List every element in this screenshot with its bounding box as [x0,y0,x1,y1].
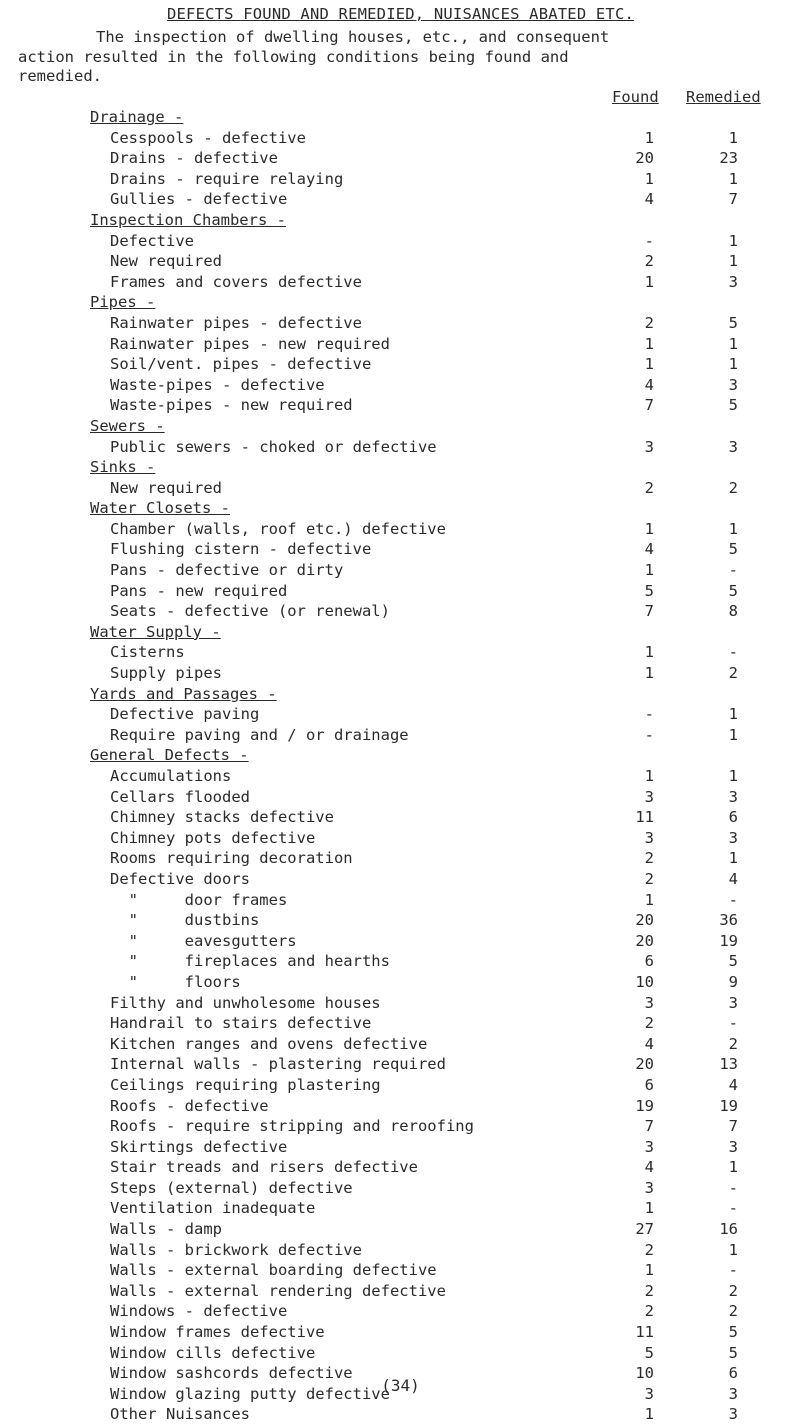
found-value: 2 [644,478,654,497]
remedied-value: 3 [728,787,738,806]
row-label: Walls - external rendering defective [110,1281,446,1300]
table-row [0,869,801,890]
row-label: Defective doors [110,869,250,888]
found-value: 1 [644,272,654,291]
remedied-value: 3 [728,828,738,847]
row-label: Supply pipes [110,664,222,683]
remedied-value: 2 [728,1034,738,1053]
row-label: " door frames [110,890,288,909]
remedied-value: 7 [728,190,738,209]
section-heading: Water Supply - [90,622,221,641]
table-row [0,478,801,499]
found-value: 20 [635,931,654,950]
remedied-value: 1 [728,705,738,724]
table-row [0,354,801,375]
found-value: 4 [644,190,654,209]
found-value: - [644,725,654,744]
table-row [0,251,801,272]
intro-line: action resulted in the following conditions being found and [18,47,569,66]
column-header-found: Found [612,88,659,106]
row-label: New required [110,478,222,497]
intro-line: The inspection of dwelling houses, etc., and consequent [96,28,610,46]
row-label: Rooms requiring decoration [110,849,353,868]
found-value: 6 [644,952,654,971]
remedied-value: 1 [728,849,738,868]
row-label: Frames and covers defective [110,272,362,291]
remedied-value: 3 [728,993,738,1012]
found-value: 3 [644,1384,654,1403]
table-row [0,395,801,416]
section-heading: Yards and Passages - [90,684,277,703]
section-heading-row [0,745,801,766]
found-value: 20 [635,149,654,168]
found-value: 1 [644,1199,654,1218]
remedied-value: 3 [728,1137,738,1156]
found-value: 1 [644,767,654,785]
row-label: Roofs - require stripping and reroofing [110,1117,474,1136]
remedied-value: 6 [728,1364,738,1383]
row-label: Flushing cistern - defective [110,540,372,559]
table-row [0,189,801,210]
found-value: 3 [644,1137,654,1156]
remedied-value: 3 [728,1384,738,1403]
found-value: 3 [644,787,654,806]
row-label: Chimney stacks defective [110,808,334,827]
table-row [0,519,801,540]
found-value: 2 [644,849,654,868]
remedied-value: 1 [728,334,738,353]
remedied-value: 1 [728,1240,738,1259]
remedied-value: 9 [728,972,738,991]
found-value: 1 [644,128,654,147]
remedied-value: 1 [728,128,738,147]
row-label: " dustbins [110,911,260,930]
table-row [0,1054,801,1075]
row-label: Require paving and / or drainage [110,725,409,744]
found-value: 2 [644,252,654,271]
page-number: (34) [381,1376,420,1395]
table-row [0,1198,801,1219]
table-row [0,539,801,560]
table-row [0,437,801,458]
remedied-value: 5 [728,1323,738,1342]
row-label: Handrail to stairs defective [110,1014,372,1033]
found-value: 1 [644,664,654,683]
remedied-value: - [728,890,738,909]
found-value: 1 [644,1405,654,1424]
section-heading-row [0,622,801,643]
remedied-value: 1 [728,725,738,744]
section-heading: Sinks - [90,458,156,477]
found-value: 11 [635,808,654,827]
table-row [0,725,801,746]
remedied-value: 3 [728,437,738,456]
remedied-value: 36 [719,911,738,930]
section-heading: Inspection Chambers - [90,210,286,229]
remedied-value: 1 [728,169,738,188]
row-label: Seats - defective (or renewal) [110,602,390,621]
remedied-value: 19 [719,931,738,950]
table-row [0,128,801,149]
table-row [0,1281,801,1302]
found-value: 3 [644,828,654,847]
table-row [0,1013,801,1034]
found-value: 20 [635,1055,654,1074]
row-label: Ventilation inadequate [110,1199,316,1218]
found-value: 1 [644,643,654,662]
row-label: Ceilings requiring plastering [110,1075,381,1094]
row-label: Rainwater pipes - defective [110,313,362,332]
page-title: DEFECTS FOUND AND REMEDIED, NUISANCES ABATED ETC. [166,5,635,23]
intro-paragraph [18,28,793,87]
table-row [0,972,801,993]
row-label: Internal walls - plastering required [110,1055,446,1074]
row-label: " eavesgutters [110,931,297,950]
remedied-value: 1 [728,1158,738,1177]
remedied-value: 1 [728,355,738,374]
table-row [0,1096,801,1117]
section-heading-row [0,292,801,313]
remedied-value: 5 [728,1343,738,1362]
found-value: 3 [644,993,654,1012]
section-heading-row [0,684,801,705]
row-label: Walls - external boarding defective [110,1261,437,1280]
table-row [0,766,801,787]
table-row [0,910,801,931]
found-value: 3 [644,1178,654,1197]
found-value: 1 [644,890,654,909]
table-row [0,1260,801,1281]
remedied-value: 1 [728,252,738,271]
table-row [0,1322,801,1343]
row-label: Waste-pipes - new required [110,396,353,415]
found-value: 27 [635,1220,654,1239]
remedied-value: 5 [728,396,738,415]
found-value: 4 [644,375,654,394]
remedied-value: 13 [719,1055,738,1074]
row-label: Drains - defective [110,149,278,168]
found-value: 7 [644,602,654,621]
remedied-value: 19 [719,1096,738,1115]
table-row [0,931,801,952]
found-value: 4 [644,1158,654,1177]
table-row [0,807,801,828]
found-value: 7 [644,396,654,415]
row-label: Pans - defective or dirty [110,561,344,580]
found-value: 10 [635,1364,654,1383]
remedied-value: 3 [728,272,738,291]
found-value: 1 [644,334,654,353]
row-label: Drains - require relaying [110,169,344,188]
row-label: Walls - damp [110,1220,222,1239]
row-label: Chamber (walls, roof etc.) defective [110,519,446,538]
table-row [0,704,801,725]
row-label: Soil/vent. pipes - defective [110,355,372,374]
table-row [0,890,801,911]
row-label: Cesspools - defective [110,128,306,147]
remedied-value: 1 [728,519,738,538]
table-row [0,1343,801,1364]
table-row [0,560,801,581]
remedied-value: - [728,1014,738,1033]
found-value: 1 [644,561,654,580]
row-label: Gullies - defective [110,190,288,209]
row-label: Chimney pots defective [110,828,316,847]
section-heading-row [0,210,801,231]
remedied-value: 1 [728,231,738,250]
row-label: Cisterns [110,643,185,662]
section-heading: Sewers - [90,416,165,435]
found-value: - [644,705,654,724]
table-row [0,581,801,602]
row-label: Defective [110,231,194,250]
found-value: 20 [635,911,654,930]
row-label: Window cills defective [110,1343,316,1362]
row-label: Kitchen ranges and ovens defective [110,1034,428,1053]
defects-table [0,107,801,1425]
found-value: 1 [644,355,654,374]
found-value: 4 [644,540,654,559]
table-row [0,601,801,622]
table-row [0,1219,801,1240]
table-row [0,663,801,684]
found-value: - [644,231,654,250]
section-heading: Water Closets - [90,499,230,518]
remedied-value: 7 [728,1117,738,1136]
remedied-value: 3 [728,1405,738,1424]
found-value: 2 [644,869,654,888]
row-label: Public sewers - choked or defective [110,437,437,456]
remedied-value: 3 [728,375,738,394]
table-row [0,169,801,190]
found-value: 2 [644,1302,654,1321]
remedied-value: - [728,1261,738,1280]
table-row [0,1034,801,1055]
row-label: Walls - brickwork defective [110,1240,362,1259]
remedied-value: - [728,1178,738,1197]
row-label: Accumulations [110,767,232,785]
remedied-value: 1 [728,767,738,785]
remedied-value: 4 [728,869,738,888]
section-heading: Drainage - [90,108,184,126]
table-row [0,231,801,252]
found-value: 19 [635,1096,654,1115]
table-row [0,272,801,293]
table-row [0,993,801,1014]
section-heading: General Defects - [90,746,249,765]
row-label: Rainwater pipes - new required [110,334,390,353]
remedied-value: 2 [728,664,738,683]
section-heading-row [0,107,801,128]
table-row [0,1075,801,1096]
table-row [0,375,801,396]
found-value: 11 [635,1323,654,1342]
remedied-value: 23 [719,149,738,168]
table-row [0,313,801,334]
table-row [0,1301,801,1322]
table-row [0,148,801,169]
table-row [0,1178,801,1199]
remedied-value: 5 [728,540,738,559]
row-label: Window sashcords defective [110,1364,353,1383]
section-heading: Pipes - [90,293,156,312]
section-heading-row [0,457,801,478]
row-label: Other Nuisances [110,1405,250,1424]
row-label: Pans - new required [110,581,288,600]
table-row [0,787,801,808]
found-value: 2 [644,1240,654,1259]
found-value: 10 [635,972,654,991]
remedied-value: 2 [728,478,738,497]
row-label: Window glazing putty defective [110,1384,390,1403]
found-value: 2 [644,1014,654,1033]
found-value: 5 [644,1343,654,1362]
table-row [0,848,801,869]
row-label: Stair treads and risers defective [110,1158,418,1177]
remedied-value: - [728,1199,738,1218]
found-value: 1 [644,169,654,188]
table-row [0,642,801,663]
table-row [0,1137,801,1158]
found-value: 2 [644,313,654,332]
found-value: 4 [644,1034,654,1053]
remedied-value: 4 [728,1075,738,1094]
remedied-value: 16 [719,1220,738,1239]
row-label: Window frames defective [110,1323,325,1342]
row-label: Cellars flooded [110,787,250,806]
remedied-value: 5 [728,313,738,332]
row-label: Filthy and unwholesome houses [110,993,381,1012]
column-header-remedied: Remedied [686,88,761,106]
remedied-value: 2 [728,1281,738,1300]
section-heading-row [0,498,801,519]
found-value: 5 [644,581,654,600]
intro-line: remedied. [18,67,102,85]
remedied-value: - [728,643,738,662]
row-label: Defective paving [110,705,260,724]
found-value: 2 [644,1281,654,1300]
row-label: Steps (external) defective [110,1178,353,1197]
remedied-value: 6 [728,808,738,827]
found-value: 7 [644,1117,654,1136]
row-label: " fireplaces and hearths [110,952,390,971]
row-label: Windows - defective [110,1302,288,1321]
remedied-value: 5 [728,952,738,971]
table-row [0,1157,801,1178]
row-label: Skirtings defective [110,1137,288,1156]
remedied-value: - [728,561,738,580]
row-label: " floors [110,972,241,991]
table-row [0,828,801,849]
remedied-value: 5 [728,581,738,600]
section-heading-row [0,416,801,437]
found-value: 1 [644,1261,654,1280]
row-label: Waste-pipes - defective [110,375,325,394]
found-value: 1 [644,519,654,538]
found-value: 6 [644,1075,654,1094]
table-row [0,1240,801,1261]
table-row [0,951,801,972]
remedied-value: 2 [728,1302,738,1321]
table-row [0,334,801,355]
remedied-value: 8 [728,602,738,621]
found-value: 3 [644,437,654,456]
table-row [0,1116,801,1137]
row-label: New required [110,252,222,271]
row-label: Roofs - defective [110,1096,269,1115]
